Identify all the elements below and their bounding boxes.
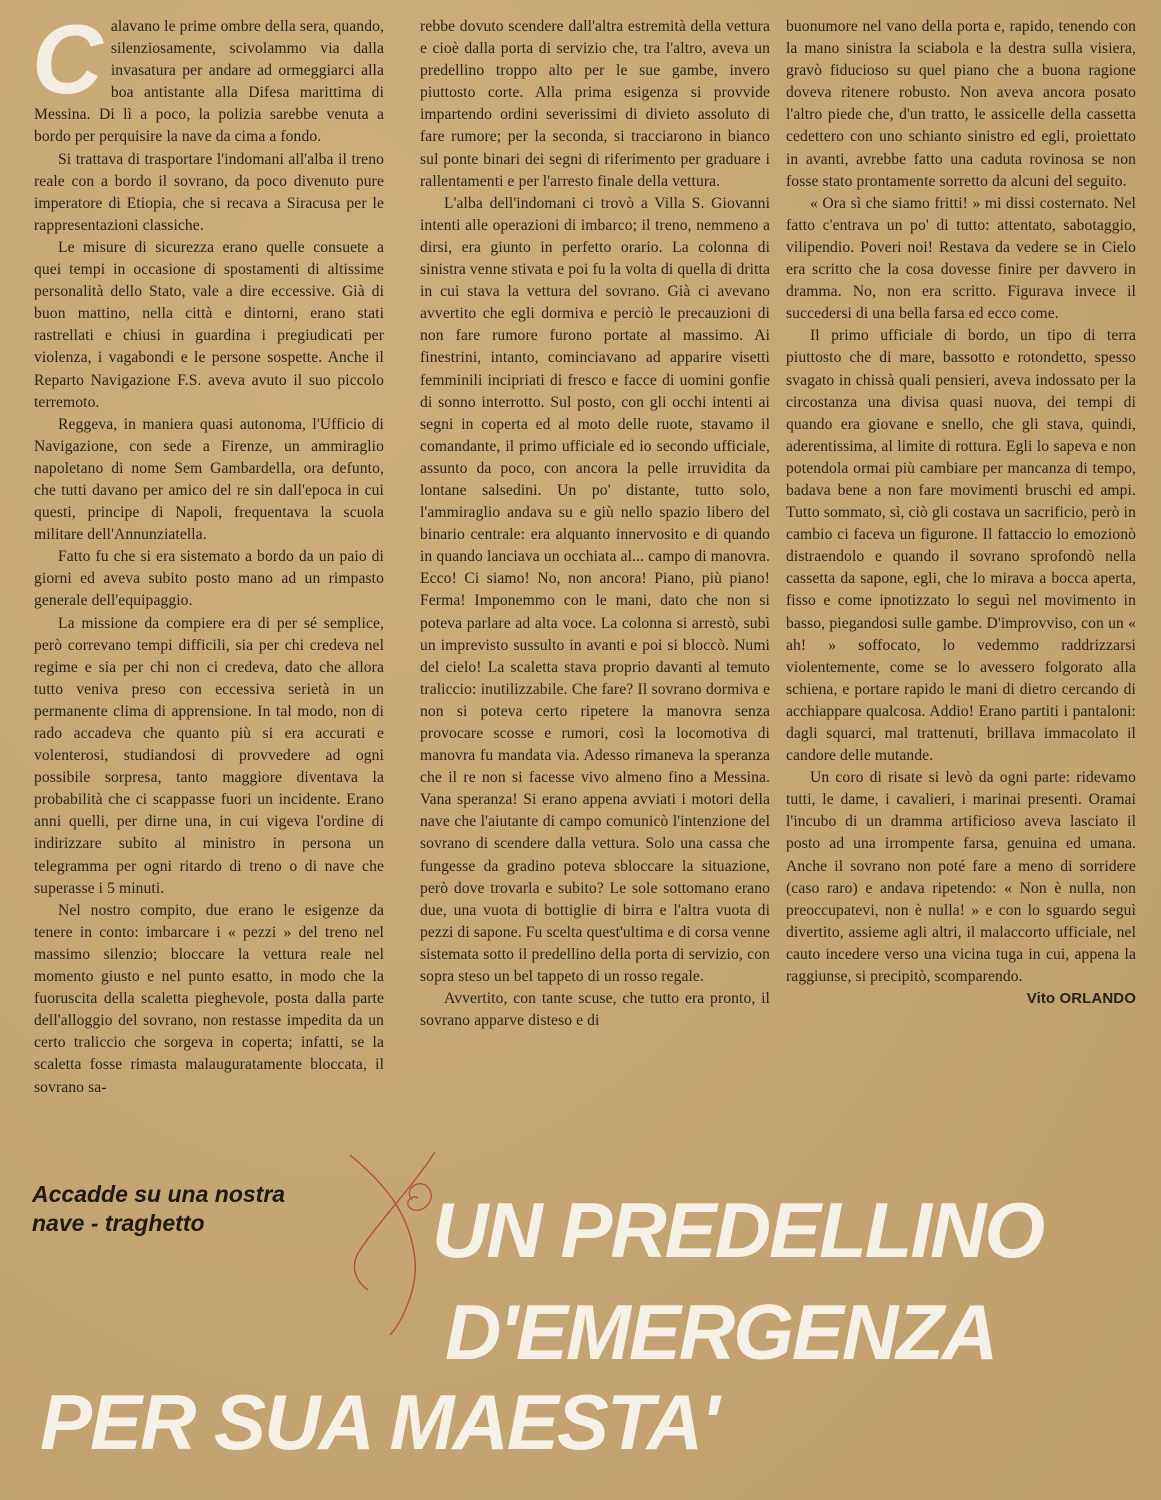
article-column-1 <box>32 4 384 1099</box>
drop-cap: C <box>32 4 103 114</box>
paragraph: Fatto fu che si era sistemato a bordo da un paio di giorni ed aveva subito posto mano ad un rimpasto generale dell'equipaggio. <box>34 548 384 610</box>
headline-line-1: UN PREDELLINO <box>432 1186 1044 1274</box>
headline-line-2: D'EMERGENZA <box>445 1288 997 1376</box>
paragraph: Si trattava di trasportare l'indomani all'alba il treno reale con a bordo il sovrano, da poco divenuto pure imperatore di Etiopia, che si recava a Siracusa per le rappresentazioni classiche. <box>34 150 384 234</box>
paragraph: Reggeva, in maniera quasi autonoma, l'Ufficio di Navigazione, con sede a Firenze, un ammiraglio napoletano di nome Sem Gambardella, ora defunto, che tutti davano per amico del re sin dall'epoca in cui questi, principe di Napoli, frequentava la scuola militare dell'Annunziatella. <box>34 415 384 544</box>
article-column-2 <box>420 16 770 1032</box>
paragraph: buonumore nel vano della porta e, rapido, tenendo con la mano sinistra la sciabola e la destra sulla visiera, gravò fiducioso su quel piano che a buona ragione doveva ritenere robusto. Non aveva ancora posato l'altro piede che, d'un tratto, le assicelle della cassetta cedettero con uno schianto sinistro ed egli, proiettato in avanti, avrebbe fatto una caduta rovinosa se non fosse stato prontamente sorretto da alcuni del seguito. <box>786 18 1136 190</box>
paragraph: La missione da compiere era di per sé semplice, però correvano tempi difficili, sia per chi credeva nel regime e sia per chi non ci credeva, dato che allora tutto veniva preso con eccessiva serietà in un permanente clima di apprensione. In tal modo, non di rado accadeva che quanto più si era accurati e volenterosi, studiandosi di provvedere ad ogni possibile sorpresa, tanto maggiore diventava la probabilità che ci scappasse fuori un incidente. Erano anni quelli, per dirne una, in cui vigeva l'ordine di indirizzare subito al ministro in persona un telegramma per ogni ritardo di treno o di nave che superasse i 5 minuti. <box>34 614 384 897</box>
paragraph: Il primo ufficiale di bordo, un tipo di terra piuttosto che di mare, bassotto e rotondetto, spesso svagato in chissà quali pensieri, aveva indossato per la circostanza una divisa quasi nuova, dei tempi di quando era giovane e snello, che gli stava, quindi, aderentissima, al limite di rottura. Egli lo sapeva e non potendola ormai più cambiare per mancanza di tempo, badava bene a non fare movimenti bruschi ed ampi. Tutto sommato, sì, ciò gli costava un sacrificio, però in cambio ci faceva un figurone. Il fattaccio lo emozionò distraendolo e quando il sovrano sprofondò nella cassetta da sapone, egli, che lo mirava a bocca aperta, fisso e come ipnotizzato lo seguì nel movimento in basso, piegandosi sulle gambe. D'improvviso, con un « ah! » soffocato, lo vedemmo raddrizzarsi violentemente, come se lo avessero folgorato alla schiena, e portare rapido le mani di dietro cercando di acchiappare qualcosa. Addio! Erano partiti i pantaloni: dagli squarci, mal trattenuti, brillava immacolato il candore delle mutande. <box>786 327 1136 765</box>
paragraph: rebbe dovuto scendere dall'altra estremità della vettura e cioè dalla porta di servizio che, tra l'altro, aveva un predellino troppo alto per le sue gambe, invero piuttosto corte. Alla prima esigenza si provvide impartendo ordini severissimi di divieto assoluto di fare rumore; per la seconda, si tracciarono in bianco sul ponte binari dei segni di riferimento per graduare i rallentamenti e per l'arresto finale della vettura. <box>420 18 770 190</box>
paragraph: L'alba dell'indomani ci trovò a Villa S. Giovanni intenti alle operazioni di imbarco; il treno, nemmeno a dirsi, era giunto in perfetto orario. La colonna di sinistra venne stivata e poi fu la volta di quella di dritta in cui stava la vettura del sovrano. Già ci avevano avvertito che egli dormiva e perciò le precauzioni di non fare rumore furono portate al massimo. Ai finestrini, intanto, cominciavano ad apparire visetti femminili incipriati di fresco e facce di uomini gonfie di sonno interrotto. Sul posto, con gli occhi intenti ai segni in coperta ed al moto delle ruote, stavamo il comandante, il primo ufficiale ed io secondo ufficiale, assunto da poco, con ancora la pelle irruvidita da lontane salsedini. Un po' distante, tutto solo, l'ammiraglio andava su e giù nello spazio libero del binario centrale: era alquanto innervosito e di quando in quando lanciava un occhiata al... campo di manovra. Ecco! Ci siamo! No, non ancora! Piano, più piano! Ferma! Imponemmo con le mani, dato che non si poteva parlare ad alta voce. La colonna si arrestò, subì un imprevisto sussulto in avanti e poi si bloccò. Numi del cielo! La scaletta stava proprio davanti al temuto traliccio: inutilizzabile. Che fare? Il sovrano dormiva e non si poteva certo ripetere la manovra senza provocare scosse e rumori, così la locomotiva di manovra fu mandata via. Adesso rimaneva la speranza che il re non si facesse vivo almeno fino a Messina. Vana speranza! Si erano appena avviati i motori della nave che l'aiutante di campo comunicò l'intenzione del sovrano di scendere dalla vettura. Solo una cassa che fungesse da gradino poteva sbloccare la situazione, però dove trovarla e subito? Le sole sottomano erano due, una vuota di bottiglie di birra e l'altra vuota di pezzi di sapone. Fu scelta quest'ultima e di corsa venne sistemata sotto il predellino della porta di servizio, con sopra steso un bel tappeto di un rosso regale. <box>420 194 770 986</box>
paragraph: Nel nostro compito, due erano le esigenze da tenere in conto: imbarcare i « pezzi » del treno nel massimo silenzio; bloccare la vettura reale nel momento giusto e nel punto esatto, in modo che la fuoruscita della scaletta pieghevole, posta dalla parte dell'alloggio del sovrano, non restasse impedita da un certo traliccio che sorgeva in coperta; infatti, se la scaletta fosse rimasta malauguratamente bloccata, il sovrano sa- <box>34 901 384 1096</box>
paragraph: Un coro di risate si levò da ogni parte: ridevamo tutti, le dame, i cavalieri, i marinai presenti. Oramai l'incubo di un dramma artificioso aveva lasciato il posto ad una irrompente farsa, genuina ed umana. Anche il sovrano non poté fare a meno di sorridere (caso raro) e andava ripetendo: « Non è nulla, non preoccupatevi, non è nulla! » e con lo sguardo seguì divertito, assieme agli altri, il malaccorto ufficiale, nel cauto incedere verso una vicina tuga in cui, appena la raggiunse, si precipitò, scomparendo. <box>786 769 1136 986</box>
author-signature: Vito ORLANDO <box>1026 990 1136 1008</box>
kicker-line-2: nave - traghetto <box>32 1210 205 1236</box>
article-column-3 <box>786 16 1136 1010</box>
paragraph: « Ora sì che siamo fritti! » mi dissi costernato. Nel fatto c'entrava un po' di tutto: attentato, sabotaggio, vilipendio. Poveri noi! Restava da vedere se in Cielo era scritto che la cosa dovesse finire per davvero in dramma. No, non era scritto. Figurava invece il succedersi di una bella farsa ed ecco come. <box>786 194 1136 323</box>
paragraph: Le misure di sicurezza erano quelle consuete a quei tempi in occasione di spostamenti di altissime personalità dello Stato, vale a dire eccessive. Già di buon mattino, nella città e dintorni, erano stati rastrellati e chiusi in guardina i pregiudicati per violenza, i vagabondi e le persone sospette. Anche il Reparto Navigazione F.S. aveva avuto il suo piccolo terremoto. <box>34 238 384 411</box>
kicker <box>32 1180 285 1238</box>
paragraph: alavano le prime ombre della sera, quando, silenziosamente, scivolammo via dalla invasatura per andare ad ormeggiarci alla boa antistante alla Difesa marittima di Messina. Di lì a poco, la polizia sarebbe venuta a bordo per perquisire la nave da cima a fondo. <box>34 18 384 146</box>
kicker-line-1: Accadde su una nostra <box>32 1181 286 1207</box>
paragraph: Avvertito, con tante scuse, che tutto era pronto, il sovrano apparve disteso e di <box>420 990 770 1030</box>
headline-line-3: PER SUA MAESTA' <box>40 1378 718 1466</box>
